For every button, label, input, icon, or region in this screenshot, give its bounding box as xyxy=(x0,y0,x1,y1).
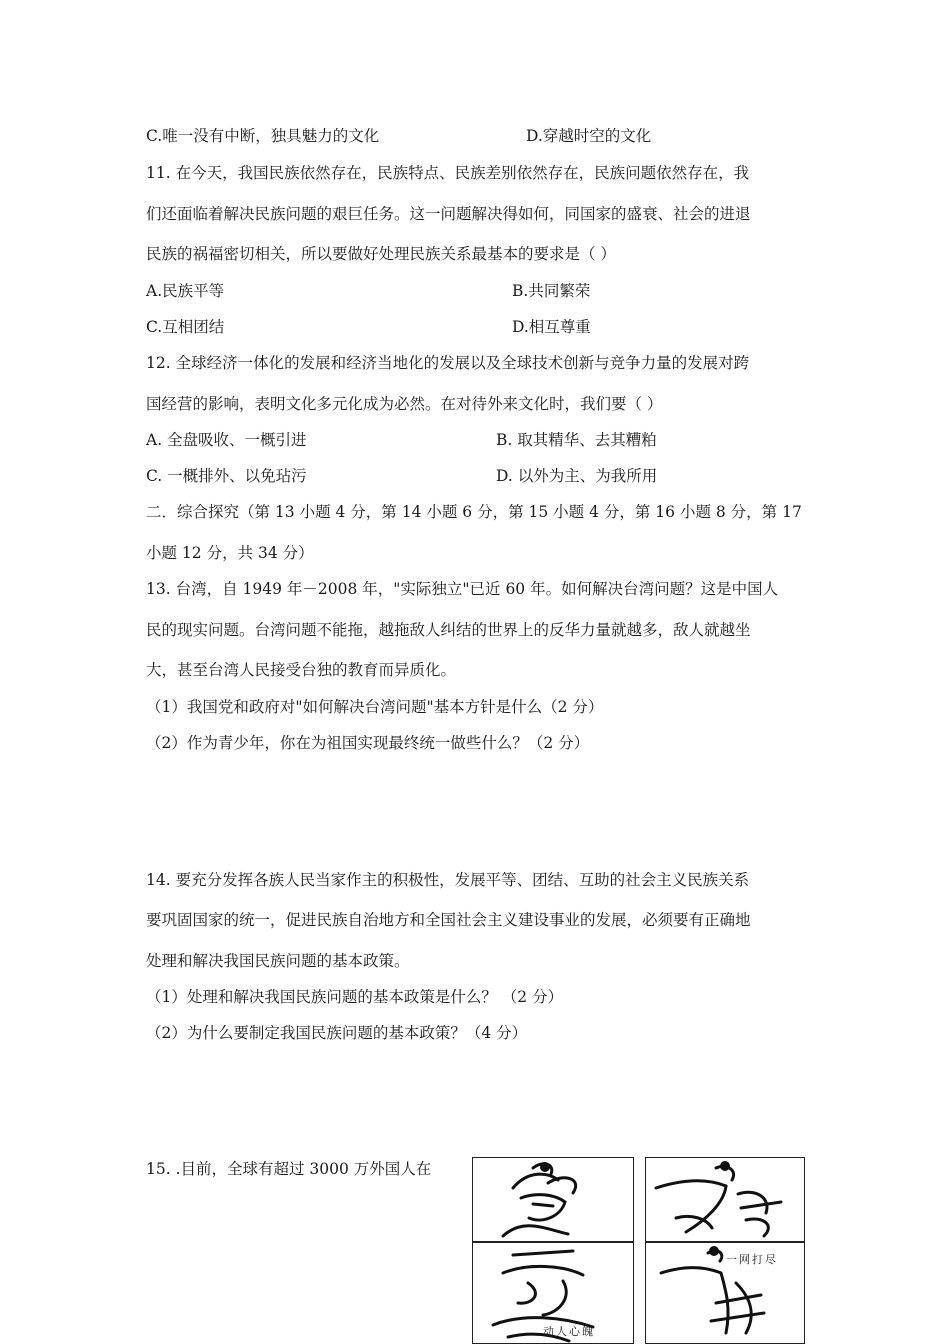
q12-option-d: D. 以外为主、为我所用 xyxy=(496,467,658,485)
option-c-prev: C.唯一没有中断，独具魅力的文化 xyxy=(146,127,380,145)
dancer-glyph-2 xyxy=(646,1158,803,1240)
q11-line-2: 们还面临着解决民族问题的艰巨任务。这一问题解决得如何，同国家的盛衰、社会的进退 xyxy=(146,205,751,223)
q13-line-3: 大，甚至台湾人民接受台独的教育而异质化。 xyxy=(146,661,457,679)
q13-line-2: 民的现实问题。台湾问题不能拖，越拖敌人纠结的世界上的反华力量就越多，敌人就越坐 xyxy=(146,621,751,639)
option-d-prev: D.穿越时空的文化 xyxy=(526,127,652,145)
q11-option-b: B.共同繁荣 xyxy=(512,282,591,300)
q11-line-3: 民族的祸福密切相关，所以要做好处理民族关系最基本的要求是（ ） xyxy=(146,245,616,263)
q12-line-2: 国经营的影响，表明文化多元化成为必然。在对待外来文化时，我们要（ ） xyxy=(146,395,663,413)
section-2-heading-line-1: 二．综合探究（第 13 小题 4 分，第 14 小题 6 分，第 15 小题 4 分，第 16 小题 8 分，第 17 xyxy=(146,503,802,521)
q12-line-1: 12. 全球经济一体化的发展和经济当地化的发展以及全球技术创新与竞争力量的发展对跨 xyxy=(146,354,750,372)
image-3-caption: 动人心魄 xyxy=(543,1325,595,1338)
q14-line-2: 要巩固国家的统一，促进民族自治地方和全国社会主义建设事业的发展，必须要有正确地 xyxy=(146,911,751,929)
image-4-caption: 一网打尽 xyxy=(726,1253,778,1266)
q14-line-1: 14. 要充分发挥各族人民当家作主的积极性，发展平等、团结、互助的社会主义民族关系 xyxy=(146,871,750,889)
calligraphy-image-3 xyxy=(472,1242,634,1344)
q11-option-a: A.民族平等 xyxy=(146,282,225,300)
calligraphy-image-1 xyxy=(472,1157,634,1242)
calligraphy-image-4 xyxy=(645,1242,805,1344)
dancer-glyph-4 xyxy=(646,1243,803,1343)
q13-line-1: 13. 台湾，自 1949 年－2008 年，"实际独立"已近 60 年。如何解决台湾问题？这是中国人 xyxy=(146,580,779,598)
q15-line-1: 15. .目前，全球有超过 3000 万外国人在 xyxy=(146,1160,432,1178)
q14-subquestion-2: （2）为什么要制定我国民族问题的基本政策？（4 分） xyxy=(146,1024,528,1042)
q11-option-c: C.互相团结 xyxy=(146,318,225,336)
dancer-glyph-1 xyxy=(473,1158,632,1240)
section-2-heading-line-2: 小题 12 分，共 34 分） xyxy=(146,544,314,562)
calligraphy-image-2 xyxy=(645,1157,805,1242)
q13-subquestion-1: （1）我国党和政府对"如何解决台湾问题"基本方针是什么（2 分） xyxy=(146,698,604,716)
q11-option-d: D.相互尊重 xyxy=(512,318,591,336)
q12-option-c: C. 一概排外、以免玷污 xyxy=(146,467,307,485)
q12-option-a: A. 全盘吸收、一概引进 xyxy=(146,431,307,449)
q12-option-b: B. 取其精华、去其糟粕 xyxy=(496,431,657,449)
q14-subquestion-1: （1）处理和解决我国民族问题的基本政策是什么？ （2 分） xyxy=(146,988,564,1006)
q11-line-1: 11. 在今天，我国民族依然存在，民族特点、民族差别依然存在，民族问题依然存在，我 xyxy=(146,164,750,182)
q14-line-3: 处理和解决我国民族问题的基本政策。 xyxy=(146,952,410,970)
q13-subquestion-2: （2）作为青少年，你在为祖国实现最终统一做些什么？（2 分） xyxy=(146,734,590,752)
